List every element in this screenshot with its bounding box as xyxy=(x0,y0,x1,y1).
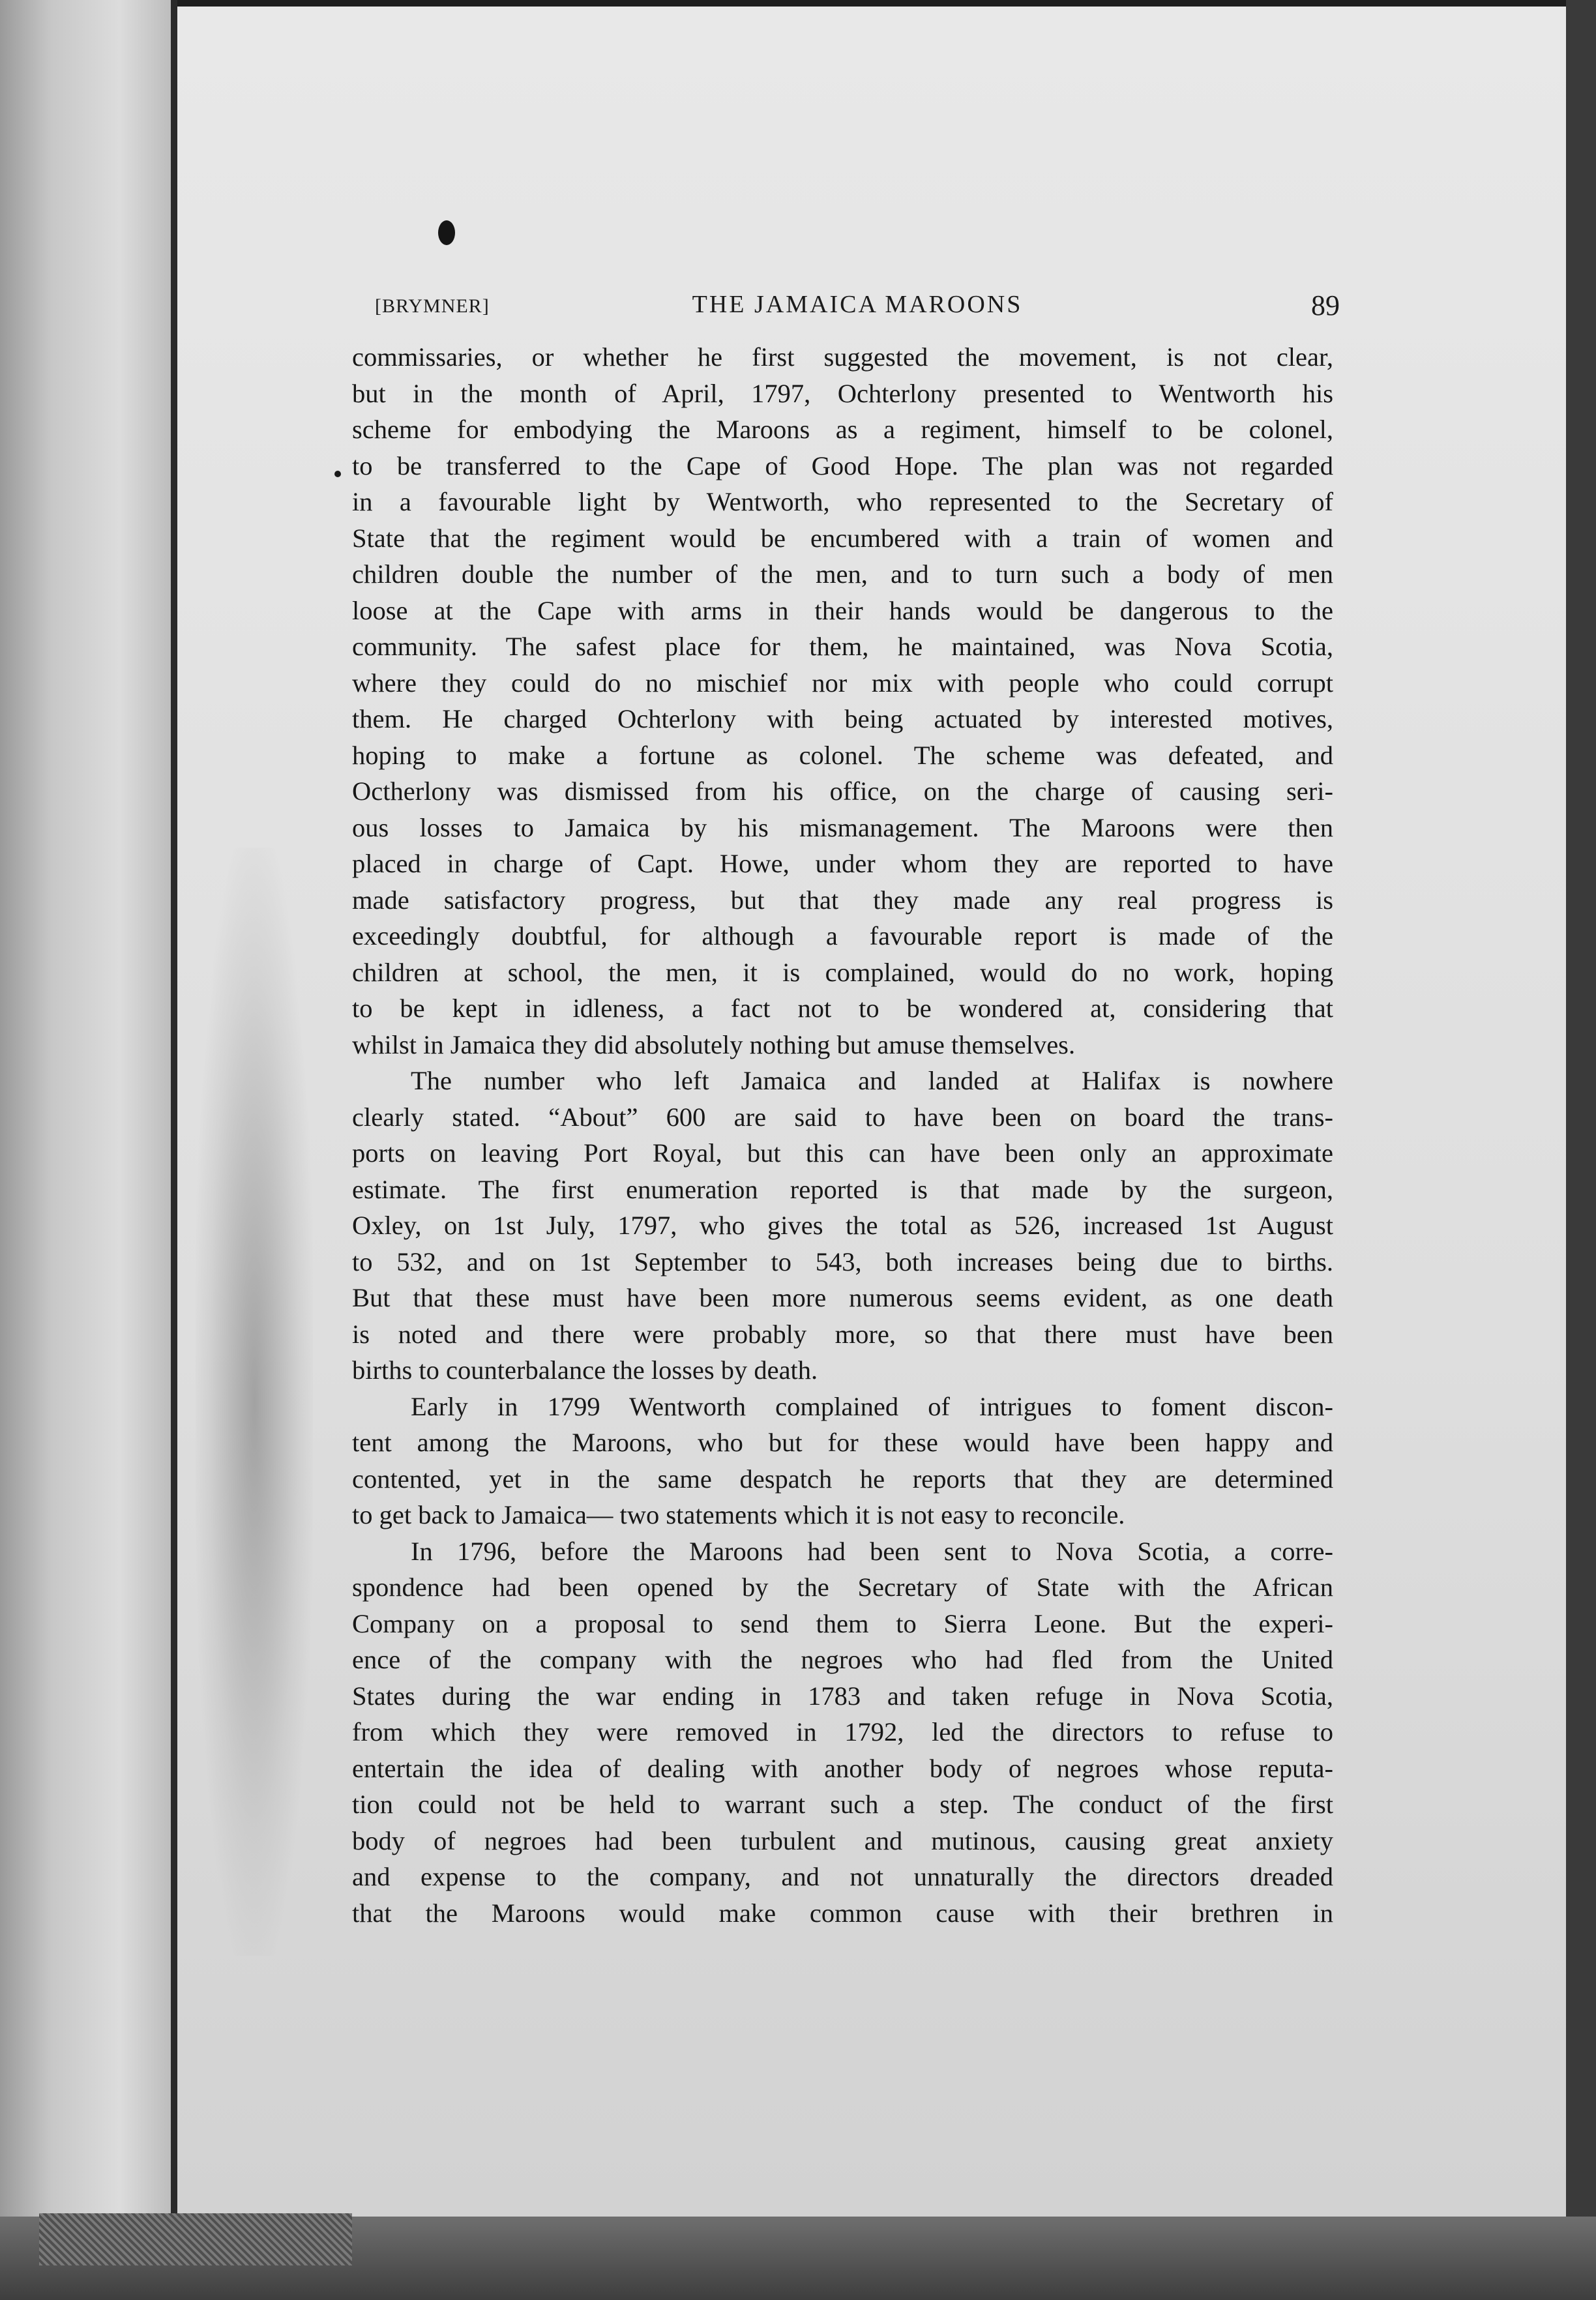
text-line: entertain the idea of dealing with another body of negroes whose reputa- xyxy=(352,1753,1333,1783)
right-scan-edge xyxy=(1566,0,1596,2300)
text-line: births to counterbalance the losses by death. xyxy=(352,1355,818,1385)
text-line: children at school, the men, it is complained, would do no work, hoping xyxy=(352,957,1333,987)
text-line: estimate. The first enumeration reported is that made by the surgeon, xyxy=(352,1174,1333,1204)
text-line: contented, yet in the same despatch he reports that they are determined xyxy=(352,1464,1333,1494)
text-line: tion could not be held to warrant such a step. The conduct of the first xyxy=(352,1790,1333,1819)
body-text xyxy=(352,339,1333,1931)
text-line: made satisfactory progress, but that they made any real progress is xyxy=(352,885,1333,915)
page-number: 89 xyxy=(1311,289,1340,321)
text-line: but in the month of April, 1797, Ochterlony presented to Wentworth his xyxy=(352,378,1333,408)
text-line: Oxley, on 1st July, 1797, who gives the total as 526, increased 1st August xyxy=(352,1211,1333,1240)
text-line: scheme for embodying the Maroons as a regiment, himself to be colonel, xyxy=(352,415,1333,444)
running-head-title: THE JAMAICA MAROONS xyxy=(692,291,1023,318)
text-line: children double the number of the men, and to turn such a body of men xyxy=(352,559,1333,589)
text-line: that the Maroons would make common cause with their brethren in xyxy=(352,1898,1333,1928)
left-page-edge xyxy=(0,0,171,2300)
running-head xyxy=(375,290,1340,329)
text-line: to be kept in idleness, a fact not to be wondered at, considering that xyxy=(352,994,1333,1023)
text-line: loose at the Cape with arms in their hands would be dangerous to the xyxy=(352,595,1333,625)
text-line: hoping to make a fortune as colonel. The scheme was defeated, and xyxy=(352,740,1333,770)
text-line: to get back to Jamaica— two statements which it is not easy to reconcile. xyxy=(352,1500,1125,1529)
text-line: community. The safest place for them, he maintained, was Nova Scotia, xyxy=(352,632,1333,661)
text-line: ports on leaving Port Royal, but this can have been only an approximate xyxy=(352,1138,1333,1168)
text-line: in a favourable light by Wentworth, who represented to the Secretary of xyxy=(352,487,1333,516)
ink-blot xyxy=(438,220,455,245)
text-line: ous losses to Jamaica by his mismanagement. The Maroons were then xyxy=(352,812,1333,842)
text-line: body of negroes had been turbulent and mutinous, causing great anxiety xyxy=(352,1825,1333,1855)
text-line: to be transferred to the Cape of Good Hope. The plan was not regarded xyxy=(352,450,1333,480)
text-line: exceedingly doubtful, for although a favourable report is made of the xyxy=(352,921,1333,951)
text-line: spondence had been opened by the Secretary of State with the African xyxy=(352,1572,1333,1602)
text-line: from which they were removed in 1792, led the directors to refuse to xyxy=(352,1717,1333,1747)
text-line: commissaries, or whether he first suggested the movement, is not clear, xyxy=(352,342,1333,372)
book-cloth-binding xyxy=(39,2213,352,2265)
text-line: whilst in Jamaica they did absolutely nothing but amuse themselves. xyxy=(352,1029,1076,1059)
text-line: ence of the company with the negroes who had fled from the United xyxy=(352,1645,1333,1674)
running-head-author: [BRYMNER] xyxy=(375,295,490,317)
text-line: Company on a proposal to send them to Sierra Leone. But the experi- xyxy=(352,1608,1333,1638)
margin-mark xyxy=(334,471,341,477)
text-line: In 1796, before the Maroons had been sent to Nova Scotia, a corre- xyxy=(411,1536,1333,1566)
text-line: Octherlony was dismissed from his office, on the charge of causing seri- xyxy=(352,776,1333,806)
text-line: placed in charge of Capt. Howe, under whom they are reported to have xyxy=(352,849,1333,878)
text-line: is noted and there were probably more, so that there must have been xyxy=(352,1319,1333,1349)
text-line: them. He charged Ochterlony with being actuated by interested motives, xyxy=(352,704,1333,733)
text-line: to 532, and on 1st September to 543, both increases being due to births. xyxy=(352,1246,1333,1276)
binding-gutter xyxy=(171,0,177,2300)
text-line: clearly stated. “About” 600 are said to have been on board the trans- xyxy=(352,1102,1333,1132)
text-line: State that the regiment would be encumbered with a train of women and xyxy=(352,523,1333,553)
text-line: States during the war ending in 1783 and taken refuge in Nova Scotia, xyxy=(352,1681,1333,1711)
text-line: The number who left Jamaica and landed at Halifax is nowhere xyxy=(411,1066,1333,1095)
text-line: But that these must have been more numerous seems evident, as one death xyxy=(352,1283,1333,1312)
text-line: and expense to the company, and not unnaturally the directors dreaded xyxy=(352,1862,1333,1891)
text-line: tent among the Maroons, who but for these would have been happy and xyxy=(352,1428,1333,1457)
text-line: Early in 1799 Wentworth complained of intrigues to foment discon- xyxy=(411,1391,1333,1421)
page-stain xyxy=(196,848,313,1956)
text-line: where they could do no mischief nor mix with people who could corrupt xyxy=(352,668,1333,698)
